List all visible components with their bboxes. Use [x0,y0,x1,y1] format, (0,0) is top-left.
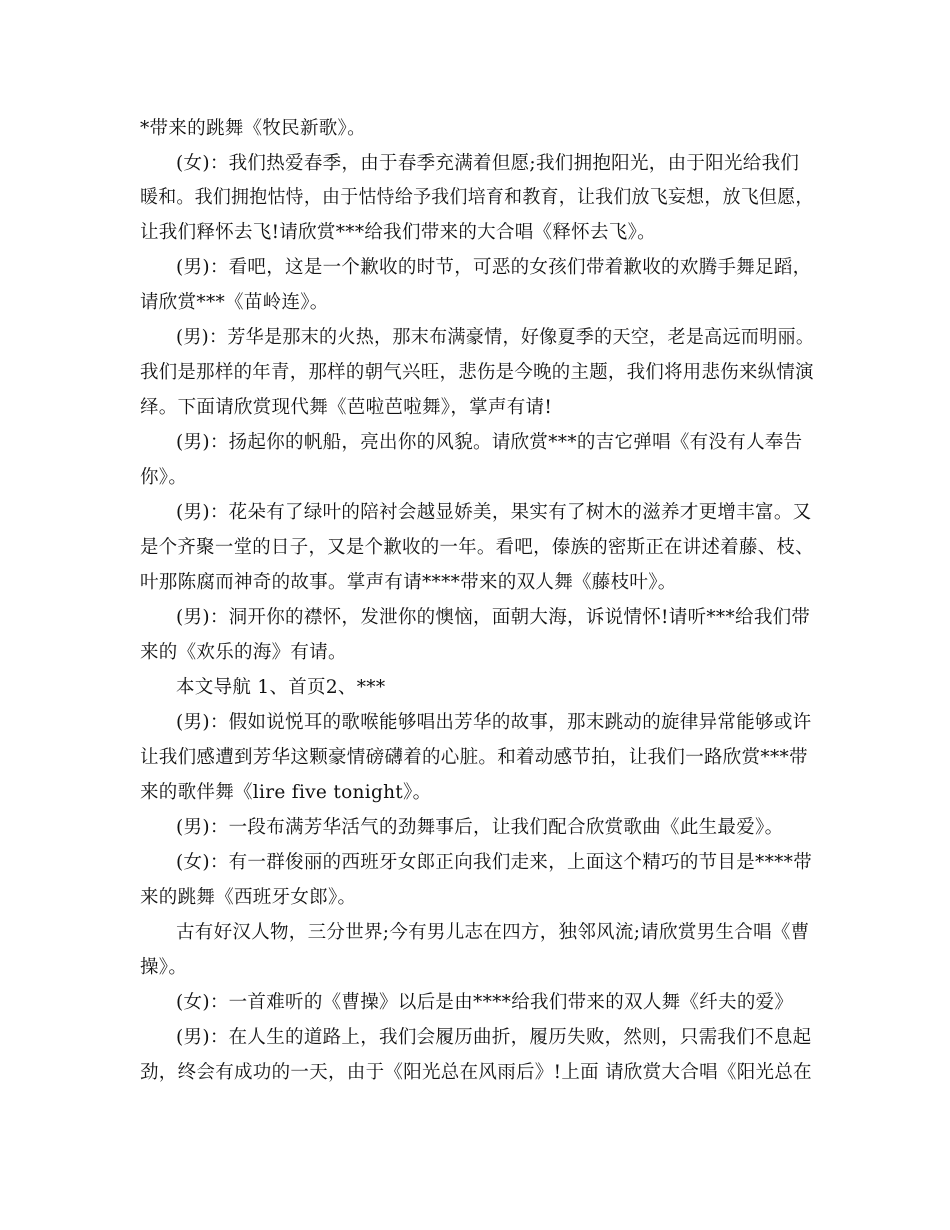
text-line: 操》。 [140,957,188,978]
text-line: (女)：我们热爱春季，由于春季充满着但愿;我们拥抱阳光，由于阳光给我们 [176,153,800,174]
text-line: (男)：芳华是那末的火热，那末布满豪情，好像夏季的天空，老是高远而明丽。 [176,327,815,348]
text-line: 绎。下面请欣赏现代舞《芭啦芭啦舞》，掌声有请! [140,397,553,418]
text-line: 暖和。我们拥抱怙恃，由于怙恃给予我们培育和教育，让我们放飞妄想，放飞但愿， [140,187,814,208]
text-line: (男)：一段布满芳华活气的劲舞事后，让我们配合欣赏歌曲《此生最爱》。 [176,817,784,838]
text-line: (女)：有一群俊丽的西班牙女郎正向我们走来，上面这个精巧的节目是****带 [176,852,813,873]
text-line: (男)：看吧，这是一个歉收的时节，可恶的女孩们带着歉收的欢腾手舞足蹈， [176,257,812,278]
text-line: (男)：洞开你的襟怀，发泄你的懊恼，面朝大海，诉说情怀!请听***给我们带 [176,607,811,628]
text-line: 来的歌伴舞《lire five tonight》。 [140,782,432,803]
text-line: (男)：扬起你的帆船，亮出你的风貌。请欣赏***的吉它弹唱《有没有人奉告 [176,432,803,453]
text-line: 让我们释怀去飞!请欣赏***给我们带来的大合唱《释怀去飞》。 [140,222,656,243]
text-line: 来的《欢乐的海》有请。 [140,642,347,663]
text-line: 叶那陈腐而神奇的故事。掌声有请****带来的双人舞《藤枝叶》。 [140,572,677,593]
text-line: 你》。 [140,467,188,488]
text-line: 劲，终会有成功的一天，由于《阳光总在风雨后》!上面 请欣赏大合唱《阳光总在 [140,1062,812,1083]
text-line: (男)：假如说悦耳的歌喉能够唱出芳华的故事，那末跳动的旋律异常能够或许 [176,712,812,733]
text-line: *带来的跳舞《牧民新歌》。 [140,118,366,139]
text-line: 我们是那样的年青，那样的朝气兴旺，悲伤是今晚的主题，我们将用悲伤来纵情演 [140,362,814,383]
text-line: 是个齐聚一堂的日子，又是个歉收的一年。看吧，傣族的密斯正在讲述着藤、枝、 [140,537,814,558]
text-line: 让我们感遭到芳华这颗豪情磅礴着的心脏。和着动感节拍，让我们一路欣赏***带 [140,747,808,768]
text-line: (男)：在人生的道路上，我们会履历曲折，履历失败，然则，只需我们不息起 [176,1027,812,1048]
text-line: 本文导航 1、首页2、*** [176,677,386,698]
text-line: 请欣赏***《苗岭连》。 [140,292,329,313]
text-line: (男)：花朵有了绿叶的陪衬会越显娇美，果实有了树木的滋养才更增丰富。又 [176,502,812,523]
text-line: 古有好汉人物，三分世界;今有男儿志在四方，独邻风流;请欣赏男生合唱《曹 [176,922,810,943]
text-line: (女)：一首难听的《曹操》以后是由****给我们带来的双人舞《纤夫的爱》 [176,992,794,1013]
text-line: 来的跳舞《西班牙女郎》。 [140,887,357,908]
